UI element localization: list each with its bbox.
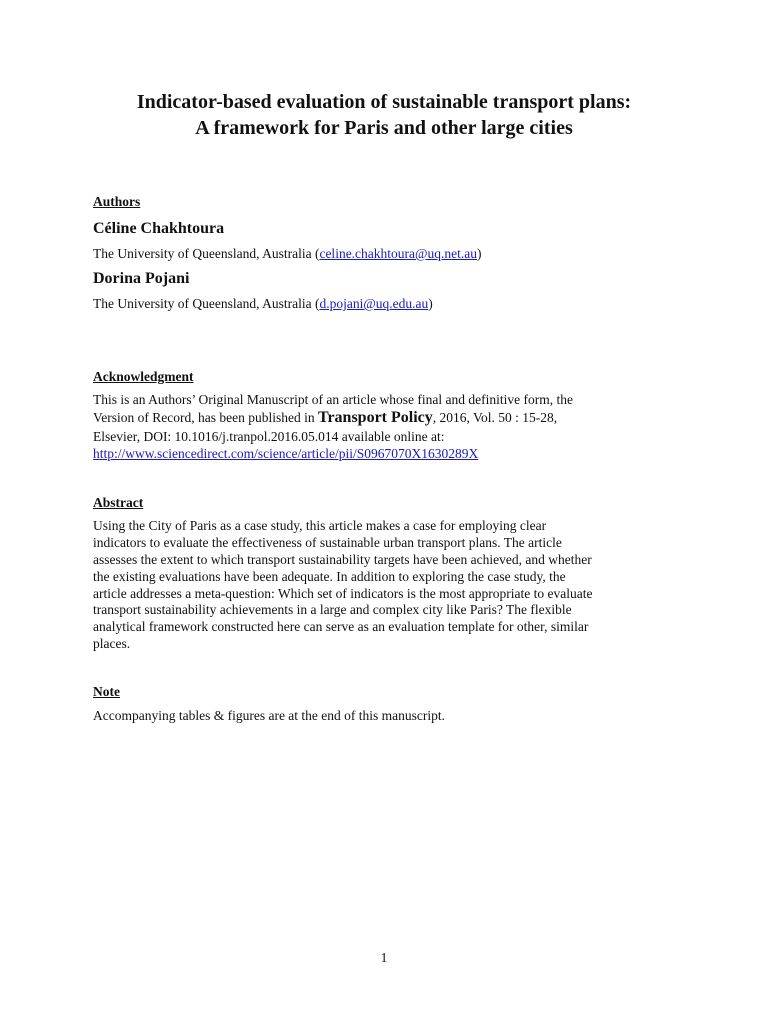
acknowledgment-line-3: Elsevier, DOI: 10.1016/j.tranpol.2016.05.014 available online at:: [93, 429, 445, 444]
abstract-line-6: transport sustainability achievements in a large and complex city like Paris? The flexible: [93, 602, 572, 617]
journal-name: Transport Policy: [317, 409, 433, 426]
author-name-1: Céline Chakhtoura: [93, 220, 225, 237]
author-email-link-1[interactable]: celine.chakhtoura@uq.net.au: [319, 246, 477, 261]
paper-title-line-2: A framework for Paris and other large cities: [195, 117, 573, 139]
abstract-line-7: analytical framework constructed here can serve as an evaluation template for other, similar: [93, 619, 589, 634]
abstract-line-1: Using the City of Paris as a case study, this article makes a case for employing clear: [93, 518, 547, 533]
affiliation-text-1: The University of Queensland, Australia (: [93, 246, 320, 261]
author-name-2: Dorina Pojani: [93, 270, 190, 287]
acknowledgment-line-2-pre: Version of Record, has been published in: [93, 410, 318, 425]
note-text: Accompanying tables & figures are at the end of this manuscript.: [93, 708, 446, 723]
acknowledgment-line-1: This is an Authors’ Original Manuscript of an article whose final and definitive form, the: [93, 392, 574, 407]
abstract-heading: Abstract: [93, 495, 144, 510]
note-heading: Note: [93, 684, 120, 699]
paper-title-line-1: Indicator-based evaluation of sustainable transport plans:: [136, 91, 632, 113]
abstract-line-3: assesses the extent to which transport sustainability targets have been achieved, and whether: [93, 552, 592, 567]
authors-heading: Authors: [93, 194, 141, 209]
article-url-link[interactable]: http://www.sciencedirect.com/science/article/pii/S0967070X1630289X: [93, 446, 479, 461]
abstract-line-2: indicators to evaluate the effectiveness of sustainable urban transport plans. The article: [93, 535, 562, 550]
acknowledgment-line-2: [93, 409, 557, 426]
author-affiliation-1: [93, 245, 481, 262]
affiliation-close-1: ): [476, 246, 482, 261]
author-email-link-2[interactable]: d.pojani@uq.edu.au: [319, 296, 429, 311]
abstract-line-8: places.: [93, 636, 131, 651]
abstract-line-5: article addresses a meta-question: Which set of indicators is the most appropriate to evaluate: [93, 586, 593, 601]
acknowledgment-heading: Acknowledgment: [93, 369, 194, 384]
page-number: 1: [380, 950, 388, 965]
acknowledgment-line-2-post: , 2016, Vol. 50 : 15-28,: [432, 410, 558, 425]
affiliation-close-2: ): [428, 296, 433, 311]
affiliation-text-2: The University of Queensland, Australia (: [93, 296, 320, 311]
author-affiliation-2: [93, 295, 433, 312]
abstract-line-4: the existing evaluations have been adequate. In addition to exploring the case study, the: [93, 569, 566, 584]
